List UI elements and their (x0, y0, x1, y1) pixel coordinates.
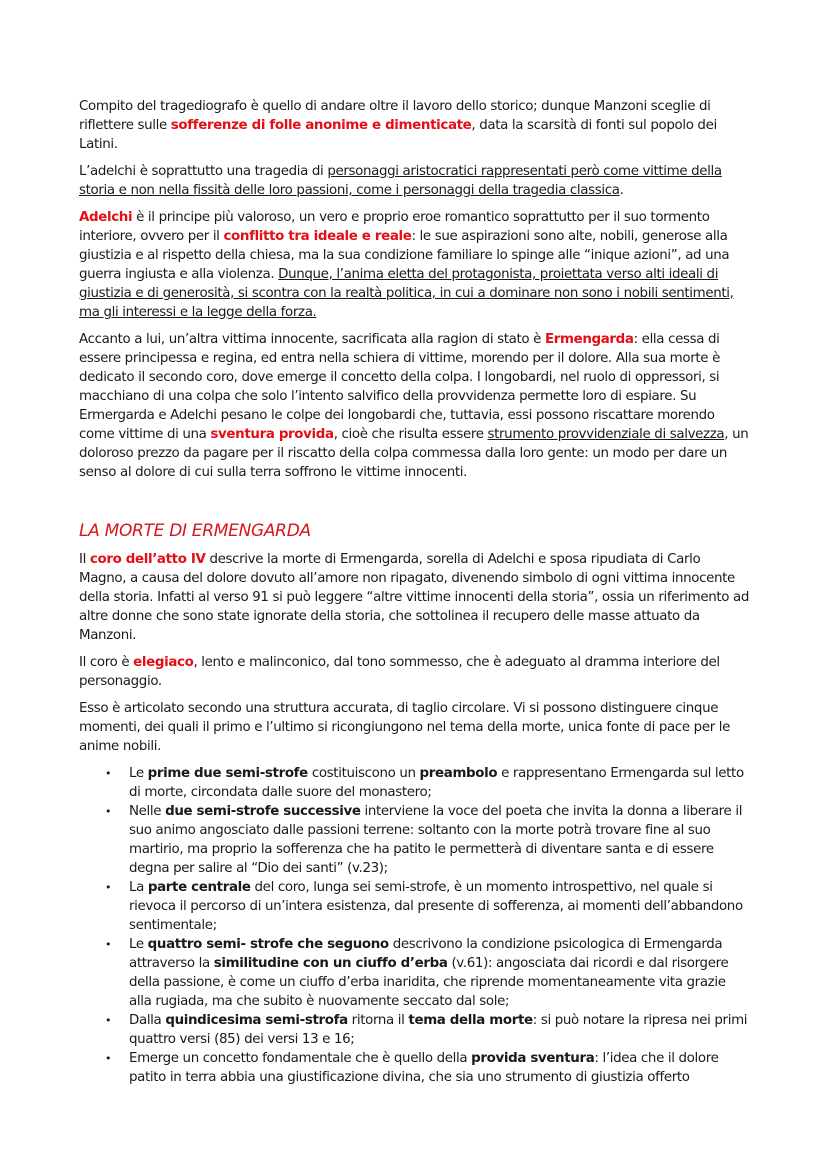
underlined-anima-eletta: Dunque, l’anima eletta del protagonista, proiettata verso alti ideali di giustizia e di generosità, si scontra con la realtà politica, in cui a dominare non sono i nobili sentimenti, ma gli interessi e la legge della forza. (79, 267, 734, 320)
paragraph-coro-atto-iv: Il coro dell’atto IV descrive la morte di Ermengarda, sorella di Adelchi e sposa ripudiata di Carlo Magno, a causa del dolore dovuto all’amore non ripagato, divenendo simbolo di ogni vittima innocente della storia. Infatti al verso 91 si può leggere “altre vittime innocenti della storia”, ossia un riferimento ad altre donne che sono state ignorate della storia, che sottolinea il recupero delle masse attuato da Manzoni. (79, 552, 750, 643)
bullet-icon: • (105, 767, 112, 780)
highlight-adelchi: Adelchi (79, 210, 133, 225)
underlined-strumento: strumento provvidenziale di salvezza (487, 427, 725, 442)
paragraph-struttura: Esso è articolato secondo una struttura accurata, di taglio circolare. Vi si possono distinguere cinque momenti, dei quali il primo e l’ultimo si ricongiungono nel tema della morte, unica fonte di pace per le anime nobili. (79, 701, 731, 754)
list-item: • Nelle due semi-strofe successive interviene la voce del poeta che invita la donna a liberare il suo animo angosciato dalle passioni terrene: soltanto con la morte potrà trovare fine al suo martirio, ma proprio la sofferenza che ha patito le permetterà di diventare santa e di essere degna per salire al “Dio dei santi” (v.23); (105, 804, 743, 876)
highlight-sventura-provida: sventura provida (210, 427, 334, 442)
section-heading: LA MORTE DI ERMENGARDA (79, 521, 311, 541)
bullet-icon: • (105, 1014, 112, 1027)
bullet-list (79, 764, 751, 1087)
paragraph-tragediografo: Compito del tragediografo è quello di andare oltre il lavoro dello storico; dunque Manzoni sceglie di riflettere sulle sofferenze di folle anonime e dimenticate, data la scarsità di fonti sul popolo dei Latini. (79, 99, 717, 152)
list-item: • La parte centrale del coro, lunga sei semi-strofe, è un momento introspettivo, nel quale si rievoca il percorso di un’intera esistenza, dal presente di sofferenza, ai momenti dell’abbandono sentimentale; (105, 880, 743, 933)
paragraph-ermengarda: Accanto a lui, un’altra vittima innocente, sacrificata alla ragion di stato è Ermengarda: ella cessa di essere principessa e regina, ed entra nella schiera di vittime, morendo per il dolore. Alla sua morte è dedicato il secondo coro, dove emerge il concetto della colpa. I longobardi, nel ruolo di oppressori, si macchiano di una colpa che solo l’intento salvifico della provvidenza permette loro di espiare. Su Ermergarda e Adelchi pesano le colpe dei longobardi che, tuttavia, essi possono riscattare morendo come vittime di una sventura provida, cioè che risulta essere strumento provvidenziale di salvezza, un doloroso prezzo da pagare per il riscatto della colpa commessa dalla loro gente: un modo per dare un senso al dolore di cui sulla terra soffrono le vittime innocenti. (79, 332, 749, 480)
highlight-conflitto: conflitto tra ideale e reale (223, 229, 412, 244)
highlight-coro-atto: coro dell’atto IV (89, 552, 206, 567)
highlight-ermengarda: Ermengarda (544, 332, 634, 347)
paragraph-elegiaco: Il coro è elegiaco, lento e malinconico, dal tono sommesso, che è adeguato al dramma interiore del personaggio. (79, 655, 720, 689)
list-item: • Dalla quindicesima semi-strofa ritorna il tema della morte: si può notare la ripresa nei primi quattro versi (85) dei versi 13 e 16; (105, 1013, 748, 1047)
list-item: • Le quattro semi- strofe che seguono descrivono la condizione psicologica di Ermengarda attraverso la similitudine con un ciuffo d’erba (v.61): angosciata dai ricordi e dal risorgere della passione, è come un ciuffo d’erba inaridita, che riprende momentaneamente vita grazie alla rugiada, ma che subito è nuovamente seccato dal sole; (105, 937, 729, 1009)
list-item: • Le prime due semi-strofe costituiscono un preambolo e rappresentano Ermengarda sul letto di morte, circondata dalle suore del monastero; (105, 766, 744, 800)
bullet-icon: • (105, 938, 112, 951)
bullet-icon: • (105, 1052, 112, 1065)
paragraph-adelchi-tragedia: L’adelchi è soprattutto una tragedia di personaggi aristocratici rappresentati però come vittime della storia e non nella fissità delle loro passioni, come i personaggi della tragedia classica. (79, 164, 722, 198)
highlight-elegiaco: elegiaco (133, 655, 194, 670)
bullet-icon: • (105, 805, 112, 818)
paragraph-adelchi-principe: Adelchi è il principe più valoroso, un vero e proprio eroe romantico soprattutto per il suo tormento interiore, ovvero per il conflitto tra ideale e reale: le sue aspirazioni sono alte, nobili, generose alla giustizia e al rispetto della chiesa, ma la sua condizione familiare lo spinge alle “inique azioni”, ad una guerra ingiusta e alla violenza. Dunque, l’anima eletta del protagonista, proiettata verso alti ideali di giustizia e di generosità, si scontra con la realtà politica, in cui a dominare non sono i nobili sentimenti, ma gli interessi e la legge della forza. (79, 210, 734, 320)
bullet-icon: • (105, 881, 112, 894)
highlight-sofferenze: sofferenze di folle anonime e dimenticate (170, 118, 472, 133)
document-page (79, 97, 751, 1087)
list-item: • Emerge un concetto fondamentale che è quello della provida sventura: l’idea che il dolore patito in terra abbia una giustificazione divina, che sia uno strumento di giustizia offerto (105, 1051, 719, 1085)
underlined-personaggi: personaggi aristocratici rappresentati però come vittime della storia e non nella fissità delle loro passioni, come i personaggi della tragedia classica (79, 164, 722, 198)
